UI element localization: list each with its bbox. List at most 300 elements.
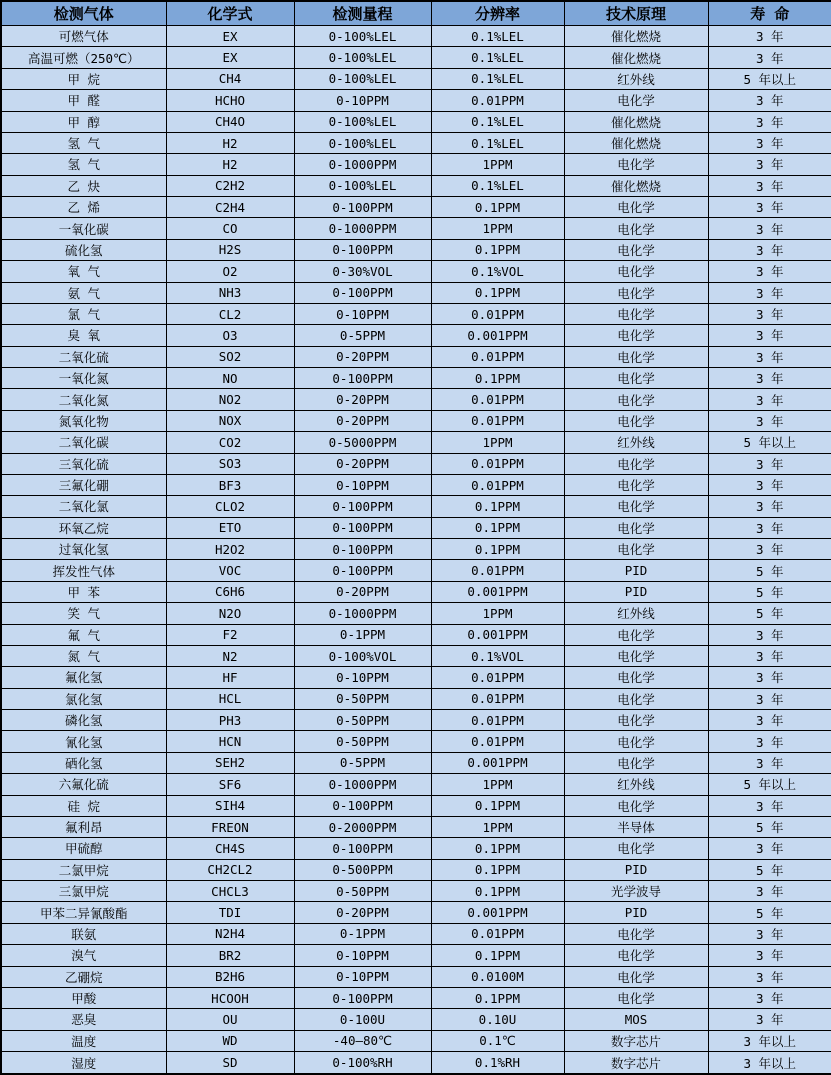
gas-name-cell: 氮 气 xyxy=(1,645,166,666)
table-row xyxy=(1,175,831,196)
lifespan-cell: 3 年以上 xyxy=(708,1052,831,1075)
range-cell: 0-100%RH xyxy=(294,1052,431,1075)
formula-cell: CL2 xyxy=(166,303,294,324)
formula-cell: BF3 xyxy=(166,474,294,495)
formula-cell: CHCL3 xyxy=(166,881,294,902)
gas-name-cell: 氧 气 xyxy=(1,261,166,282)
formula-cell: NH3 xyxy=(166,282,294,303)
range-cell: 0-100PPM xyxy=(294,282,431,303)
lifespan-cell: 5 年 xyxy=(708,816,831,837)
principle-cell: 电化学 xyxy=(564,624,708,645)
formula-cell: VOC xyxy=(166,560,294,581)
range-cell: 0-1000PPM xyxy=(294,774,431,795)
lifespan-cell: 5 年 xyxy=(708,581,831,602)
range-cell: 0-10PPM xyxy=(294,474,431,495)
resolution-cell: 1PPM xyxy=(431,154,564,175)
range-cell: 0-500PPM xyxy=(294,859,431,880)
lifespan-cell: 3 年 xyxy=(708,389,831,410)
principle-cell: 电化学 xyxy=(564,966,708,987)
range-cell: 0-20PPM xyxy=(294,902,431,923)
gas-name-cell: 氰化氢 xyxy=(1,731,166,752)
range-cell: 0-1000PPM xyxy=(294,603,431,624)
resolution-cell: 0.0100M xyxy=(431,966,564,987)
lifespan-cell: 3 年 xyxy=(708,731,831,752)
principle-cell: 催化燃烧 xyxy=(564,175,708,196)
range-cell: 0-10PPM xyxy=(294,667,431,688)
lifespan-cell: 3 年 xyxy=(708,539,831,560)
formula-cell: CH4 xyxy=(166,68,294,89)
formula-cell: TDI xyxy=(166,902,294,923)
table-row xyxy=(1,111,831,132)
principle-cell: 电化学 xyxy=(564,368,708,389)
formula-cell: H2O2 xyxy=(166,539,294,560)
lifespan-cell: 3 年 xyxy=(708,688,831,709)
header-resolution: 分辨率 xyxy=(431,1,564,26)
principle-cell: 电化学 xyxy=(564,261,708,282)
table-row xyxy=(1,838,831,859)
table-row xyxy=(1,923,831,944)
resolution-cell: 0.01PPM xyxy=(431,474,564,495)
lifespan-cell: 3 年 xyxy=(708,453,831,474)
table-row xyxy=(1,453,831,474)
table-row xyxy=(1,945,831,966)
table-row xyxy=(1,1009,831,1030)
principle-cell: 电化学 xyxy=(564,218,708,239)
table-row xyxy=(1,432,831,453)
resolution-cell: 0.01PPM xyxy=(431,710,564,731)
resolution-cell: 0.1%LEL xyxy=(431,132,564,153)
range-cell: 0-100%LEL xyxy=(294,175,431,196)
gas-name-cell: 甲苯二异氰酸酯 xyxy=(1,902,166,923)
table-row xyxy=(1,560,831,581)
gas-name-cell: 二氧化硫 xyxy=(1,346,166,367)
table-row xyxy=(1,389,831,410)
gas-name-cell: 三氯甲烷 xyxy=(1,881,166,902)
table-row xyxy=(1,966,831,987)
principle-cell: 红外线 xyxy=(564,603,708,624)
principle-cell: PID xyxy=(564,902,708,923)
table-row xyxy=(1,710,831,731)
lifespan-cell: 3 年 xyxy=(708,987,831,1008)
resolution-cell: 0.1℃ xyxy=(431,1030,564,1051)
resolution-cell: 0.01PPM xyxy=(431,731,564,752)
formula-cell: CH2CL2 xyxy=(166,859,294,880)
resolution-cell: 0.1PPM xyxy=(431,881,564,902)
lifespan-cell: 3 年 xyxy=(708,474,831,495)
table-row xyxy=(1,47,831,68)
lifespan-cell: 5 年 xyxy=(708,902,831,923)
lifespan-cell: 3 年 xyxy=(708,838,831,859)
table-row xyxy=(1,410,831,431)
table-row xyxy=(1,154,831,175)
gas-name-cell: 磷化氢 xyxy=(1,710,166,731)
gas-name-cell: 环氧乙烷 xyxy=(1,517,166,538)
table-row xyxy=(1,539,831,560)
principle-cell: PID xyxy=(564,560,708,581)
gas-name-cell: 甲硫醇 xyxy=(1,838,166,859)
gas-name-cell: 一氧化碳 xyxy=(1,218,166,239)
resolution-cell: 0.1PPM xyxy=(431,197,564,218)
lifespan-cell: 3 年 xyxy=(708,111,831,132)
table-row xyxy=(1,816,831,837)
principle-cell: 电化学 xyxy=(564,197,708,218)
table-row xyxy=(1,474,831,495)
formula-cell: WD xyxy=(166,1030,294,1051)
formula-cell: H2 xyxy=(166,132,294,153)
resolution-cell: 1PPM xyxy=(431,218,564,239)
range-cell: 0-30%VOL xyxy=(294,261,431,282)
gas-name-cell: 溴气 xyxy=(1,945,166,966)
resolution-cell: 0.1PPM xyxy=(431,539,564,560)
formula-cell: PH3 xyxy=(166,710,294,731)
range-cell: 0-1000PPM xyxy=(294,218,431,239)
range-cell: 0-100PPM xyxy=(294,838,431,859)
header-lifespan: 寿 命 xyxy=(708,1,831,26)
principle-cell: 催化燃烧 xyxy=(564,111,708,132)
principle-cell: 光学波导 xyxy=(564,881,708,902)
gas-name-cell: 挥发性气体 xyxy=(1,560,166,581)
range-cell: 0-20PPM xyxy=(294,581,431,602)
gas-name-cell: 过氧化氢 xyxy=(1,539,166,560)
principle-cell: 电化学 xyxy=(564,752,708,773)
formula-cell: BR2 xyxy=(166,945,294,966)
formula-cell: OU xyxy=(166,1009,294,1030)
range-cell: 0-100%LEL xyxy=(294,47,431,68)
formula-cell: HCOOH xyxy=(166,987,294,1008)
lifespan-cell: 3 年 xyxy=(708,795,831,816)
lifespan-cell: 3 年 xyxy=(708,132,831,153)
formula-cell: EX xyxy=(166,47,294,68)
lifespan-cell: 3 年 xyxy=(708,1009,831,1030)
gas-name-cell: 可燃气体 xyxy=(1,26,166,47)
table-row xyxy=(1,667,831,688)
table-row xyxy=(1,774,831,795)
header-gas-name: 检测气体 xyxy=(1,1,166,26)
header-technology: 技术原理 xyxy=(564,1,708,26)
lifespan-cell: 3 年 xyxy=(708,346,831,367)
formula-cell: N2O xyxy=(166,603,294,624)
table-row xyxy=(1,1052,831,1075)
range-cell: 0-100PPM xyxy=(294,560,431,581)
formula-cell: SO3 xyxy=(166,453,294,474)
principle-cell: 催化燃烧 xyxy=(564,26,708,47)
principle-cell: 电化学 xyxy=(564,731,708,752)
resolution-cell: 0.1PPM xyxy=(431,987,564,1008)
resolution-cell: 0.1PPM xyxy=(431,838,564,859)
table-row xyxy=(1,239,831,260)
principle-cell: 电化学 xyxy=(564,410,708,431)
resolution-cell: 0.001PPM xyxy=(431,752,564,773)
lifespan-cell: 3 年 xyxy=(708,47,831,68)
lifespan-cell: 3 年 xyxy=(708,26,831,47)
lifespan-cell: 3 年 xyxy=(708,645,831,666)
resolution-cell: 0.1PPM xyxy=(431,368,564,389)
table-row xyxy=(1,987,831,1008)
range-cell: 0-1PPM xyxy=(294,624,431,645)
range-cell: 0-100%LEL xyxy=(294,132,431,153)
table-row xyxy=(1,1030,831,1051)
formula-cell: C2H4 xyxy=(166,197,294,218)
resolution-cell: 0.01PPM xyxy=(431,346,564,367)
table-row xyxy=(1,688,831,709)
lifespan-cell: 5 年以上 xyxy=(708,774,831,795)
range-cell: 0-20PPM xyxy=(294,346,431,367)
formula-cell: H2 xyxy=(166,154,294,175)
range-cell: 0-10PPM xyxy=(294,90,431,111)
formula-cell: H2S xyxy=(166,239,294,260)
lifespan-cell: 3 年 xyxy=(708,154,831,175)
principle-cell: 电化学 xyxy=(564,496,708,517)
principle-cell: 电化学 xyxy=(564,325,708,346)
gas-name-cell: 氟 气 xyxy=(1,624,166,645)
range-cell: 0-5PPM xyxy=(294,752,431,773)
table-row xyxy=(1,68,831,89)
formula-cell: HCN xyxy=(166,731,294,752)
resolution-cell: 0.1PPM xyxy=(431,517,564,538)
table-row xyxy=(1,325,831,346)
gas-name-cell: 二氯甲烷 xyxy=(1,859,166,880)
formula-cell: O3 xyxy=(166,325,294,346)
range-cell: 0-100PPM xyxy=(294,539,431,560)
range-cell: 0-5PPM xyxy=(294,325,431,346)
resolution-cell: 0.1PPM xyxy=(431,282,564,303)
range-cell: 0-100PPM xyxy=(294,496,431,517)
gas-name-cell: 氮氧化物 xyxy=(1,410,166,431)
range-cell: 0-50PPM xyxy=(294,710,431,731)
principle-cell: 电化学 xyxy=(564,667,708,688)
lifespan-cell: 3 年 xyxy=(708,966,831,987)
resolution-cell: 0.1%LEL xyxy=(431,68,564,89)
gas-name-cell: 氟化氢 xyxy=(1,667,166,688)
lifespan-cell: 3 年 xyxy=(708,752,831,773)
table-row xyxy=(1,731,831,752)
table-row xyxy=(1,90,831,111)
formula-cell: HF xyxy=(166,667,294,688)
lifespan-cell: 3 年 xyxy=(708,667,831,688)
formula-cell: B2H6 xyxy=(166,966,294,987)
gas-name-cell: 氟利昂 xyxy=(1,816,166,837)
resolution-cell: 0.01PPM xyxy=(431,410,564,431)
resolution-cell: 1PPM xyxy=(431,432,564,453)
resolution-cell: 0.1%LEL xyxy=(431,175,564,196)
range-cell: 0-100PPM xyxy=(294,987,431,1008)
formula-cell: SEH2 xyxy=(166,752,294,773)
gas-name-cell: 乙 烯 xyxy=(1,197,166,218)
resolution-cell: 0.1%VOL xyxy=(431,261,564,282)
principle-cell: 电化学 xyxy=(564,346,708,367)
formula-cell: NO xyxy=(166,368,294,389)
table-row xyxy=(1,902,831,923)
gas-name-cell: 硒化氢 xyxy=(1,752,166,773)
resolution-cell: 0.001PPM xyxy=(431,581,564,602)
lifespan-cell: 3 年 xyxy=(708,218,831,239)
resolution-cell: 0.1PPM xyxy=(431,859,564,880)
range-cell: 0-20PPM xyxy=(294,453,431,474)
resolution-cell: 0.1%LEL xyxy=(431,47,564,68)
table-row xyxy=(1,859,831,880)
range-cell: 0-100PPM xyxy=(294,368,431,389)
table-row xyxy=(1,261,831,282)
range-cell: 0-100U xyxy=(294,1009,431,1030)
lifespan-cell: 3 年 xyxy=(708,175,831,196)
principle-cell: 数字芯片 xyxy=(564,1030,708,1051)
resolution-cell: 1PPM xyxy=(431,774,564,795)
range-cell: 0-100PPM xyxy=(294,795,431,816)
principle-cell: 电化学 xyxy=(564,517,708,538)
resolution-cell: 0.01PPM xyxy=(431,923,564,944)
table-row xyxy=(1,517,831,538)
resolution-cell: 0.001PPM xyxy=(431,902,564,923)
lifespan-cell: 3 年 xyxy=(708,945,831,966)
gas-name-cell: 氯 气 xyxy=(1,303,166,324)
resolution-cell: 1PPM xyxy=(431,603,564,624)
gas-name-cell: 高温可燃（250℃） xyxy=(1,47,166,68)
table-row xyxy=(1,496,831,517)
header-detection-range: 检测量程 xyxy=(294,1,431,26)
gas-name-cell: 氢 气 xyxy=(1,154,166,175)
range-cell: 0-100PPM xyxy=(294,239,431,260)
resolution-cell: 0.1%LEL xyxy=(431,26,564,47)
table-body xyxy=(1,26,831,1075)
principle-cell: 电化学 xyxy=(564,688,708,709)
formula-cell: N2H4 xyxy=(166,923,294,944)
gas-name-cell: 温度 xyxy=(1,1030,166,1051)
principle-cell: 电化学 xyxy=(564,945,708,966)
gas-name-cell: 氢 气 xyxy=(1,132,166,153)
principle-cell: 红外线 xyxy=(564,68,708,89)
table-row xyxy=(1,368,831,389)
principle-cell: 电化学 xyxy=(564,90,708,111)
resolution-cell: 0.001PPM xyxy=(431,325,564,346)
formula-cell: ETO xyxy=(166,517,294,538)
principle-cell: 催化燃烧 xyxy=(564,47,708,68)
range-cell: 0-5000PPM xyxy=(294,432,431,453)
principle-cell: MOS xyxy=(564,1009,708,1030)
range-cell: 0-1000PPM xyxy=(294,154,431,175)
resolution-cell: 0.01PPM xyxy=(431,453,564,474)
range-cell: 0-10PPM xyxy=(294,303,431,324)
formula-cell: C6H6 xyxy=(166,581,294,602)
principle-cell: 电化学 xyxy=(564,795,708,816)
gas-name-cell: 甲 烷 xyxy=(1,68,166,89)
formula-cell: CH4O xyxy=(166,111,294,132)
gas-name-cell: 臭 氧 xyxy=(1,325,166,346)
gas-name-cell: 乙硼烷 xyxy=(1,966,166,987)
lifespan-cell: 3 年 xyxy=(708,410,831,431)
formula-cell: O2 xyxy=(166,261,294,282)
range-cell: 0-1PPM xyxy=(294,923,431,944)
lifespan-cell: 3 年 xyxy=(708,496,831,517)
lifespan-cell: 3 年 xyxy=(708,624,831,645)
lifespan-cell: 5 年 xyxy=(708,859,831,880)
table-header xyxy=(1,1,831,26)
formula-cell: CO2 xyxy=(166,432,294,453)
formula-cell: SIH4 xyxy=(166,795,294,816)
lifespan-cell: 5 年以上 xyxy=(708,68,831,89)
formula-cell: N2 xyxy=(166,645,294,666)
range-cell: 0-50PPM xyxy=(294,731,431,752)
lifespan-cell: 3 年 xyxy=(708,261,831,282)
table-row xyxy=(1,881,831,902)
resolution-cell: 0.01PPM xyxy=(431,688,564,709)
gas-name-cell: 氨 气 xyxy=(1,282,166,303)
formula-cell: CLO2 xyxy=(166,496,294,517)
gas-name-cell: 乙 炔 xyxy=(1,175,166,196)
table-row xyxy=(1,346,831,367)
lifespan-cell: 3 年 xyxy=(708,325,831,346)
table-row xyxy=(1,303,831,324)
range-cell: 0-100%LEL xyxy=(294,111,431,132)
table-row xyxy=(1,645,831,666)
formula-cell: NO2 xyxy=(166,389,294,410)
table-row xyxy=(1,795,831,816)
formula-cell: C2H2 xyxy=(166,175,294,196)
resolution-cell: 0.1%LEL xyxy=(431,111,564,132)
lifespan-cell: 3 年 xyxy=(708,303,831,324)
principle-cell: 催化燃烧 xyxy=(564,132,708,153)
resolution-cell: 0.001PPM xyxy=(431,624,564,645)
formula-cell: CO xyxy=(166,218,294,239)
formula-cell: CH4S xyxy=(166,838,294,859)
gas-name-cell: 三氟化硼 xyxy=(1,474,166,495)
range-cell: 0-100%LEL xyxy=(294,68,431,89)
formula-cell: NOX xyxy=(166,410,294,431)
principle-cell: PID xyxy=(564,859,708,880)
formula-cell: HCHO xyxy=(166,90,294,111)
range-cell: -40—80℃ xyxy=(294,1030,431,1051)
resolution-cell: 0.1PPM xyxy=(431,239,564,260)
formula-cell: SF6 xyxy=(166,774,294,795)
gas-name-cell: 三氧化硫 xyxy=(1,453,166,474)
principle-cell: 电化学 xyxy=(564,389,708,410)
principle-cell: 电化学 xyxy=(564,282,708,303)
gas-name-cell: 甲 醛 xyxy=(1,90,166,111)
range-cell: 0-2000PPM xyxy=(294,816,431,837)
range-cell: 0-50PPM xyxy=(294,688,431,709)
resolution-cell: 1PPM xyxy=(431,816,564,837)
range-cell: 0-10PPM xyxy=(294,966,431,987)
principle-cell: 电化学 xyxy=(564,838,708,859)
lifespan-cell: 3 年 xyxy=(708,517,831,538)
principle-cell: 电化学 xyxy=(564,645,708,666)
formula-cell: HCL xyxy=(166,688,294,709)
formula-cell: F2 xyxy=(166,624,294,645)
range-cell: 0-100PPM xyxy=(294,517,431,538)
principle-cell: 电化学 xyxy=(564,154,708,175)
table-row xyxy=(1,752,831,773)
lifespan-cell: 3 年 xyxy=(708,368,831,389)
principle-cell: PID xyxy=(564,581,708,602)
table-row xyxy=(1,218,831,239)
resolution-cell: 0.1PPM xyxy=(431,945,564,966)
resolution-cell: 0.1%RH xyxy=(431,1052,564,1075)
lifespan-cell: 3 年 xyxy=(708,710,831,731)
range-cell: 0-10PPM xyxy=(294,945,431,966)
range-cell: 0-50PPM xyxy=(294,881,431,902)
table-row xyxy=(1,624,831,645)
lifespan-cell: 5 年以上 xyxy=(708,432,831,453)
lifespan-cell: 3 年 xyxy=(708,90,831,111)
resolution-cell: 0.01PPM xyxy=(431,389,564,410)
formula-cell: EX xyxy=(166,26,294,47)
principle-cell: 电化学 xyxy=(564,474,708,495)
formula-cell: SO2 xyxy=(166,346,294,367)
formula-cell: SD xyxy=(166,1052,294,1075)
principle-cell: 电化学 xyxy=(564,239,708,260)
resolution-cell: 0.1%VOL xyxy=(431,645,564,666)
lifespan-cell: 3 年 xyxy=(708,881,831,902)
principle-cell: 电化学 xyxy=(564,303,708,324)
